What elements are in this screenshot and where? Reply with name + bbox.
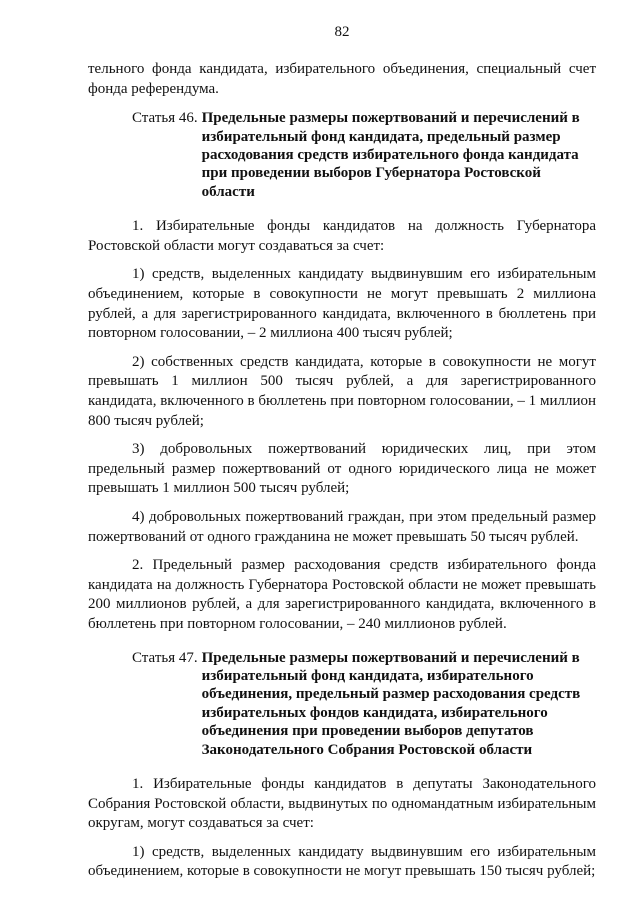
page-number: 82 <box>334 24 350 40</box>
article-46-paragraph-5: 4) добровольных пожертвований граждан, при этом предельный размер пожертвований от одного гражданина не может превышать 50 тысяч рублей. <box>88 508 596 545</box>
article-46-paragraph-4: 3) добровольных пожертвований юридических лиц, при этом предельный размер пожертвований от одного юридического лица не может превышать 1 миллион 500 тысяч рублей; <box>88 441 596 497</box>
article-46-paragraph-2: 1) средств, выделенных кандидату выдвинувшим его избирательным объединением, которые в совокупности не могут превышать 2 миллиона рублей, а для зарегистрированного кандидата, включенного в бюллетень при повторном голосовании, – 2 миллиона 400 тысяч рублей; <box>88 266 596 342</box>
article-47-title: Предельные размеры пожертвований и перечислений в избирательный фонд кандидата, избирательного объединения, предельный размер расходования средств избирательных фондов кандидата, избирательного объединения при проведении выборов депутатов Законодательного Собрания Ростовской области <box>201 649 581 758</box>
article-46-paragraph-3: 2) собственных средств кандидата, которые в совокупности не могут превышать 1 миллион 500 тысяч рублей, а для зарегистрированного кандидата, включенного в бюллетень при повторном голосовании, – 1 миллион 800 тысяч рублей; <box>88 353 596 429</box>
article-46-paragraph-6: 2. Предельный размер расходования средств избирательного фонда кандидата на должность Губернатора Ростовской области не может превышать 200 миллионов рублей, а для зарегистрированного кандидата, включенного в бюллетень при повторном голосовании, – 240 миллионов рублей. <box>88 557 596 632</box>
article-47-label: Статья 47. <box>132 649 198 666</box>
article-46-title: Предельные размеры пожертвований и перечислений в избирательный фонд кандидата, предельный размер расходования средств избирательного фонда кандидата при проведении выборов Губернатора Ростовской области <box>201 110 580 200</box>
article-47-paragraph-1: 1. Избирательные фонды кандидатов в депутаты Законодательного Собрания Ростовской области, выдвинутых по одномандатным избирательным округам, могут создаваться за счет: <box>88 775 596 832</box>
document-body <box>88 60 596 891</box>
article-47-heading <box>88 649 596 759</box>
article-46-heading <box>88 109 596 201</box>
article-47-paragraph-2: 1) средств, выделенных кандидату выдвинувшим его избирательным объединением, которые в совокупности не могут превышать 150 тысяч рублей; <box>88 843 596 880</box>
intro-paragraph: тельного фонда кандидата, избирательного объединения, специальный счет фонда референдума. <box>88 61 596 97</box>
article-46-label: Статья 46. <box>132 110 198 127</box>
article-46-paragraph-1: 1. Избирательные фонды кандидатов на должность Губернатора Ростовской области могут создаваться за счет: <box>88 218 596 254</box>
